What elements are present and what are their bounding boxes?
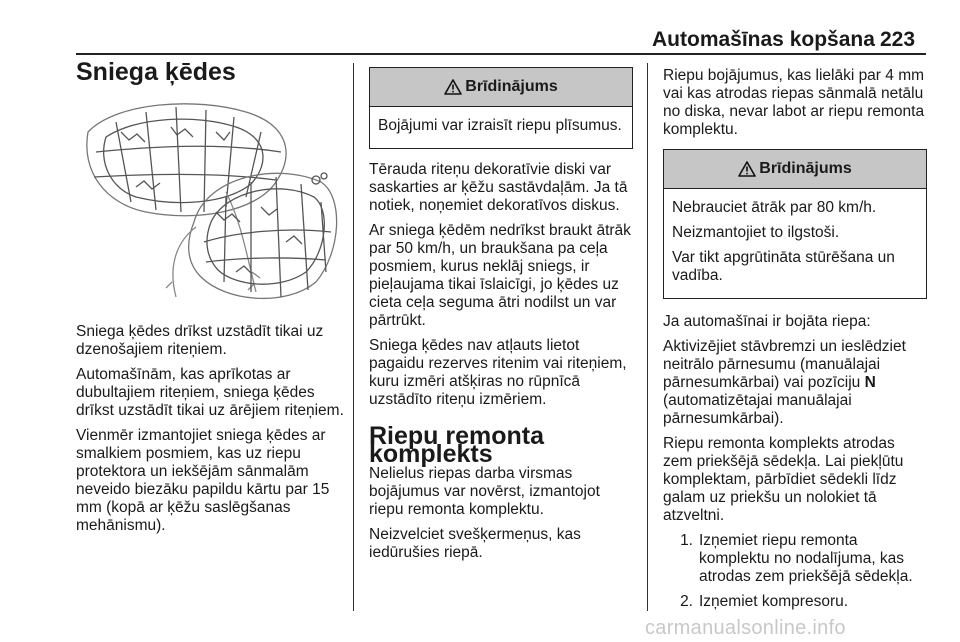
column-divider [647,63,648,611]
left-column [76,58,346,86]
warning-line: Nebrauciet ātrāk par 80 km/h. [672,199,877,216]
warning-box [663,149,927,299]
warning-triangle-icon [738,161,756,177]
gear-position-n: N [864,374,876,391]
warning-title: Brīdinājums [465,78,558,95]
paragraph: Tērauda riteņu dekoratīvie diski var saskarties ar ķēžu sastāvdaļām. Ja tā notiek, noņemiet dekoratīvos diskus. [369,161,628,214]
list-text: Izņemiet riepu remonta komplektu no nodalījuma, kas atrodas zem priekšējā sēdekļa. [699,532,913,585]
warning-body [664,189,926,298]
list-item [663,532,927,586]
watermark: carmanualsonline.info [645,617,846,639]
paragraph: Riepu remonta komplekts atrodas zem priekšējā sēdekļa. Lai piekļūtu komplektam, pārbīdiet sēdekli līdz galam uz priekšu un nolokiet tā atzveltni. [663,435,904,524]
warning-triangle-icon [444,79,462,95]
paragraph: Vienmēr izmantojiet sniega ķēdes ar smalkiem posmiem, kas uz riepu protektora un iekšējām sānmalām neveido biezāku papildu kārtu par 15 mm (kopā ar ķēžu saslēgšanas mehānismu). [76,427,330,534]
paragraph [663,338,927,428]
list-number: 2. [680,593,693,610]
left-column-text [76,323,346,542]
warning-box [369,67,633,149]
middle-column [369,67,633,569]
warning-header [370,68,632,107]
section-title-repair-kit: Riepu remonta komplekts [369,422,545,468]
paragraph: Sniega ķēdes drīkst uzstādīt tikai uz dzenošajiem riteņiem. [76,323,324,358]
section-title-snow-chains: Sniega ķēdes [76,58,236,86]
warning-body [370,107,632,148]
paragraph: Automašīnām, kas aprīkotas ar dubultajiem riteņiem, sniega ķēdes drīkst uzstādīt tikai uz ārējiem riteņiem. [76,366,344,419]
right-column [663,67,927,618]
paragraph: Ar sniega ķēdēm nedrīkst braukt ātrāk par 50 km/h, un braukšana pa ceļa posmiem, kurus neklāj sniegs, ir pieļaujama tikai īslaicīgi, jo ķēdes uz cieta ceļa seguma ātri nodilst un var pārtrūkt. [369,222,631,329]
list-text: Izņemiet kompresoru. [699,593,849,610]
paragraph: Nelielus riepas darba virsmas bojājumus var novērst, izmantojot riepu remonta komplektu. [369,465,600,518]
running-header-title: Automašīnas kopšana [652,28,875,51]
page-number: 223 [880,28,916,51]
paragraph: Ja automašīnai ir bojāta riepa: [663,313,871,330]
column-divider [353,63,354,611]
text-run: (automatizētajai manuālajai pārnesumkārbai). [663,392,852,427]
list-item [663,593,927,611]
warning-header [664,150,926,189]
header-rule [76,53,926,55]
warning-title: Brīdinājums [759,160,852,177]
paragraph: Neizvelciet svešķermeņus, kas iedūrušies riepā. [369,526,581,561]
paragraph: Sniega ķēdes nav atļauts lietot pagaidu rezerves ritenim vai riteņiem, kuru izmēri atšķiras no rūpnīcā uzstādīto riteņu izmēriem. [369,337,627,408]
text-run: Aktivizējiet stāvbremzi un ieslēdziet neitrālo pārnesumu (manuālajai pārnesumkārbai) vai pozīciju [663,338,906,391]
warning-line: Neizmantojiet to ilgstoši. [672,224,840,241]
warning-text: Bojājumi var izraisīt riepu plīsumus. [378,117,622,134]
snow-chains-illustration [76,92,340,312]
list-number: 1. [680,532,693,549]
warning-line: Var tikt apgrūtināta stūrēšana un vadība. [672,249,895,284]
paragraph: Riepu bojājumus, kas lielāki par 4 mm vai kas atrodas riepas sānmalā netālu no diska, nevar labot ar riepu remonta komplektu. [663,67,925,138]
